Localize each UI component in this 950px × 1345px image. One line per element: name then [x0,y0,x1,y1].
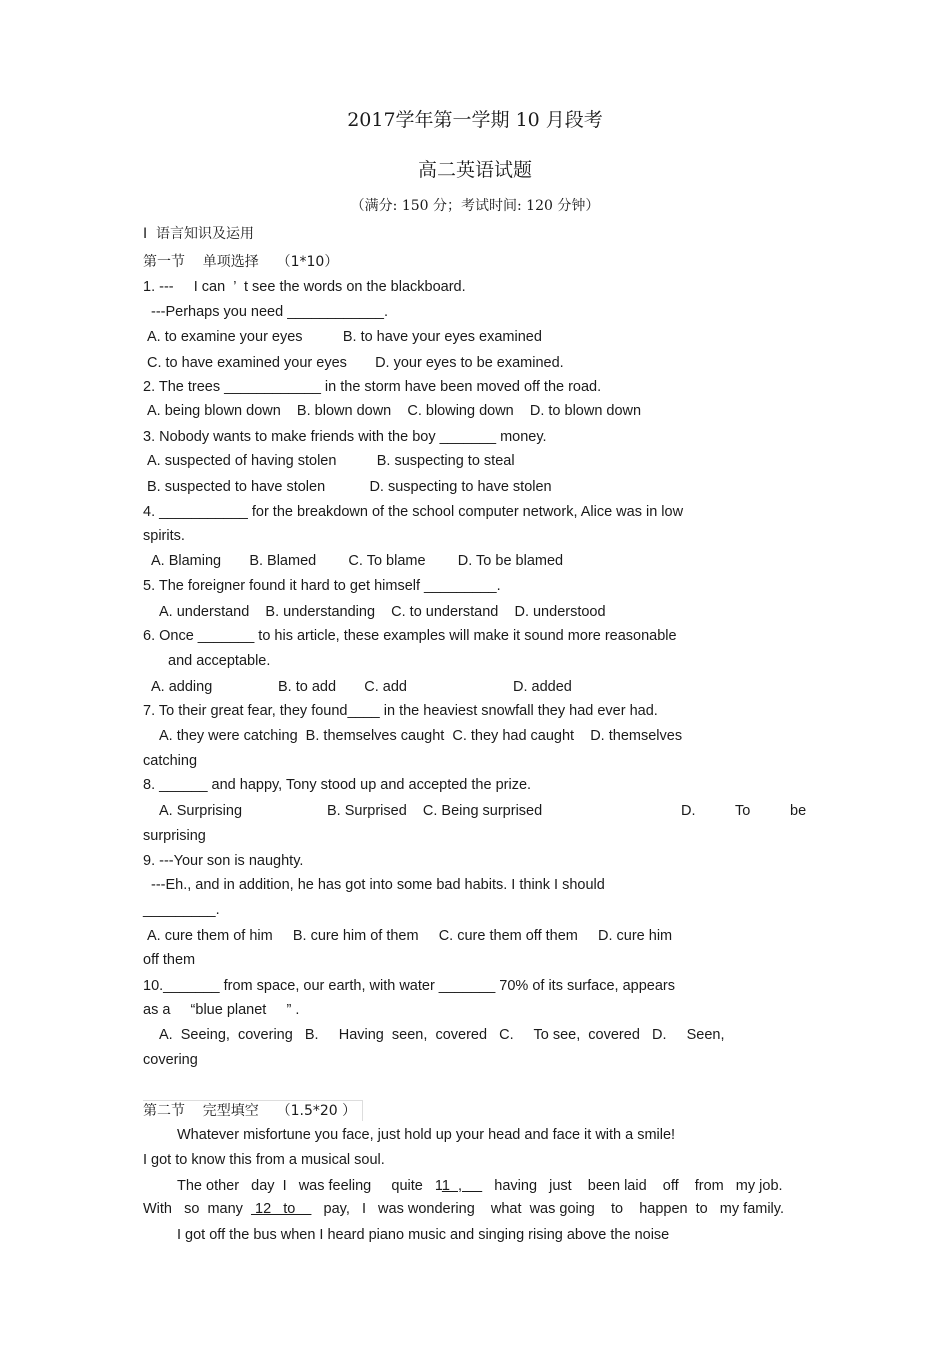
question-10: 10._______ from space, our earth, with water _______ 70% of its surface, appears [143,978,675,994]
question-10-options: A. Seeing, covering B. Having seen, covered C. To see, covered D. Seen, [159,1027,725,1043]
question-4-cont: spirits. [143,528,185,544]
passage-line-1: Whatever misfortune you face, just hold up your head and face it with a smile! [177,1127,676,1143]
question-6-cont: and acceptable. [168,653,271,669]
question-3-options-2: B. suspected to have stolen D. suspecting to have stolen [147,479,552,495]
question-7-cont: catching [143,753,198,769]
section-1-heading: 第一节 单项选择 （1*10） [143,254,339,270]
question-9-cont: off them [143,952,196,968]
question-4-options: A. Blaming B. Blamed C. To blame D. To be blamed [151,553,564,569]
blank-11: 1 , [441,1178,483,1194]
question-5: 5. The foreigner found it hard to get himself _________. [143,578,501,594]
passage-line-2: I got to know this from a musical soul. [143,1152,385,1168]
question-6-option-d: D. added [513,679,572,695]
section-2-heading: 第二节 完型填空 （1.5*20 ） [143,1100,363,1121]
question-8-option-d-label: D. [681,803,696,819]
passage-line-3-start: The other day I was feeling quite 1 [177,1178,442,1194]
question-5-options: A. understand B. understanding C. to understand D. understood [159,604,606,620]
question-9-blank: _________. [143,902,220,918]
question-8-option-d-word-2: be [790,803,807,819]
question-10-cont-2: covering [143,1052,198,1068]
question-9-reply: ---Eh., and in addition, he has got into some bad habits. I think I should [151,877,605,893]
question-8-option-a: A. Surprising [159,803,243,819]
question-8: 8. ______ and happy, Tony stood up and accepted the prize. [143,777,532,793]
exam-title: 2017学年第一学期 10 月段考 [347,109,603,131]
passage-line-5: I got off the bus when I heard piano music and singing rising above the noise [177,1227,670,1243]
question-3-options-1: A. suspected of having stolen B. suspecting to steal [147,453,515,469]
question-1-reply: ---Perhaps you need ____________. [151,304,389,320]
passage-line-4 [143,1199,784,1219]
question-7-options: A. they were catching B. themselves caught C. they had caught D. themselves [159,728,683,744]
passage-line-4-end: pay, I was wondering what was going to happen to my family. [311,1201,784,1217]
question-6: 6. Once _______ to his article, these examples will make it sound more reasonable [143,628,677,644]
question-10-cont: as a “blue planet ” . [143,1002,300,1018]
question-9: 9. ---Your son is naughty. [143,853,304,869]
question-8-cont: surprising [143,828,206,844]
question-1-options-1: A. to examine your eyes B. to have your eyes examined [147,329,542,345]
question-6-option-bc: B. to add C. add [278,679,407,695]
question-6-option-a: A. adding [151,679,213,695]
part-heading: I 语言知识及运用 [143,226,255,242]
question-7: 7. To their great fear, they found____ in the heaviest snowfall they had ever had. [143,703,658,719]
question-8-option-d-word-1: To [735,803,751,819]
question-1: 1. --- I can ’ t see the words on the blackboard. [143,279,466,295]
question-8-option-bc: B. Surprised C. Being surprised [327,803,543,819]
question-9-options: A. cure them of him B. cure him of them C. cure them off them D. cure him [147,928,673,944]
passage-line-3 [177,1176,783,1196]
passage-line-3-end: having just been laid off from my job. [482,1178,783,1194]
question-4: 4. ___________ for the breakdown of the school computer network, Alice was in low [143,504,684,520]
question-2-options: A. being blown down B. blown down C. blowing down D. to blown down [147,403,642,419]
question-2: 2. The trees ____________ in the storm have been moved off the road. [143,379,602,395]
exam-meta: （满分: 150 分；考试时间: 120 分钟） [350,198,600,214]
question-3: 3. Nobody wants to make friends with the boy _______ money. [143,429,547,445]
question-1-options-2: C. to have examined your eyes D. your eyes to be examined. [147,355,564,371]
blank-12: 12 to [250,1201,312,1217]
passage-line-4-start: With so many [143,1201,251,1217]
exam-subtitle: 高二英语试题 [417,159,532,181]
